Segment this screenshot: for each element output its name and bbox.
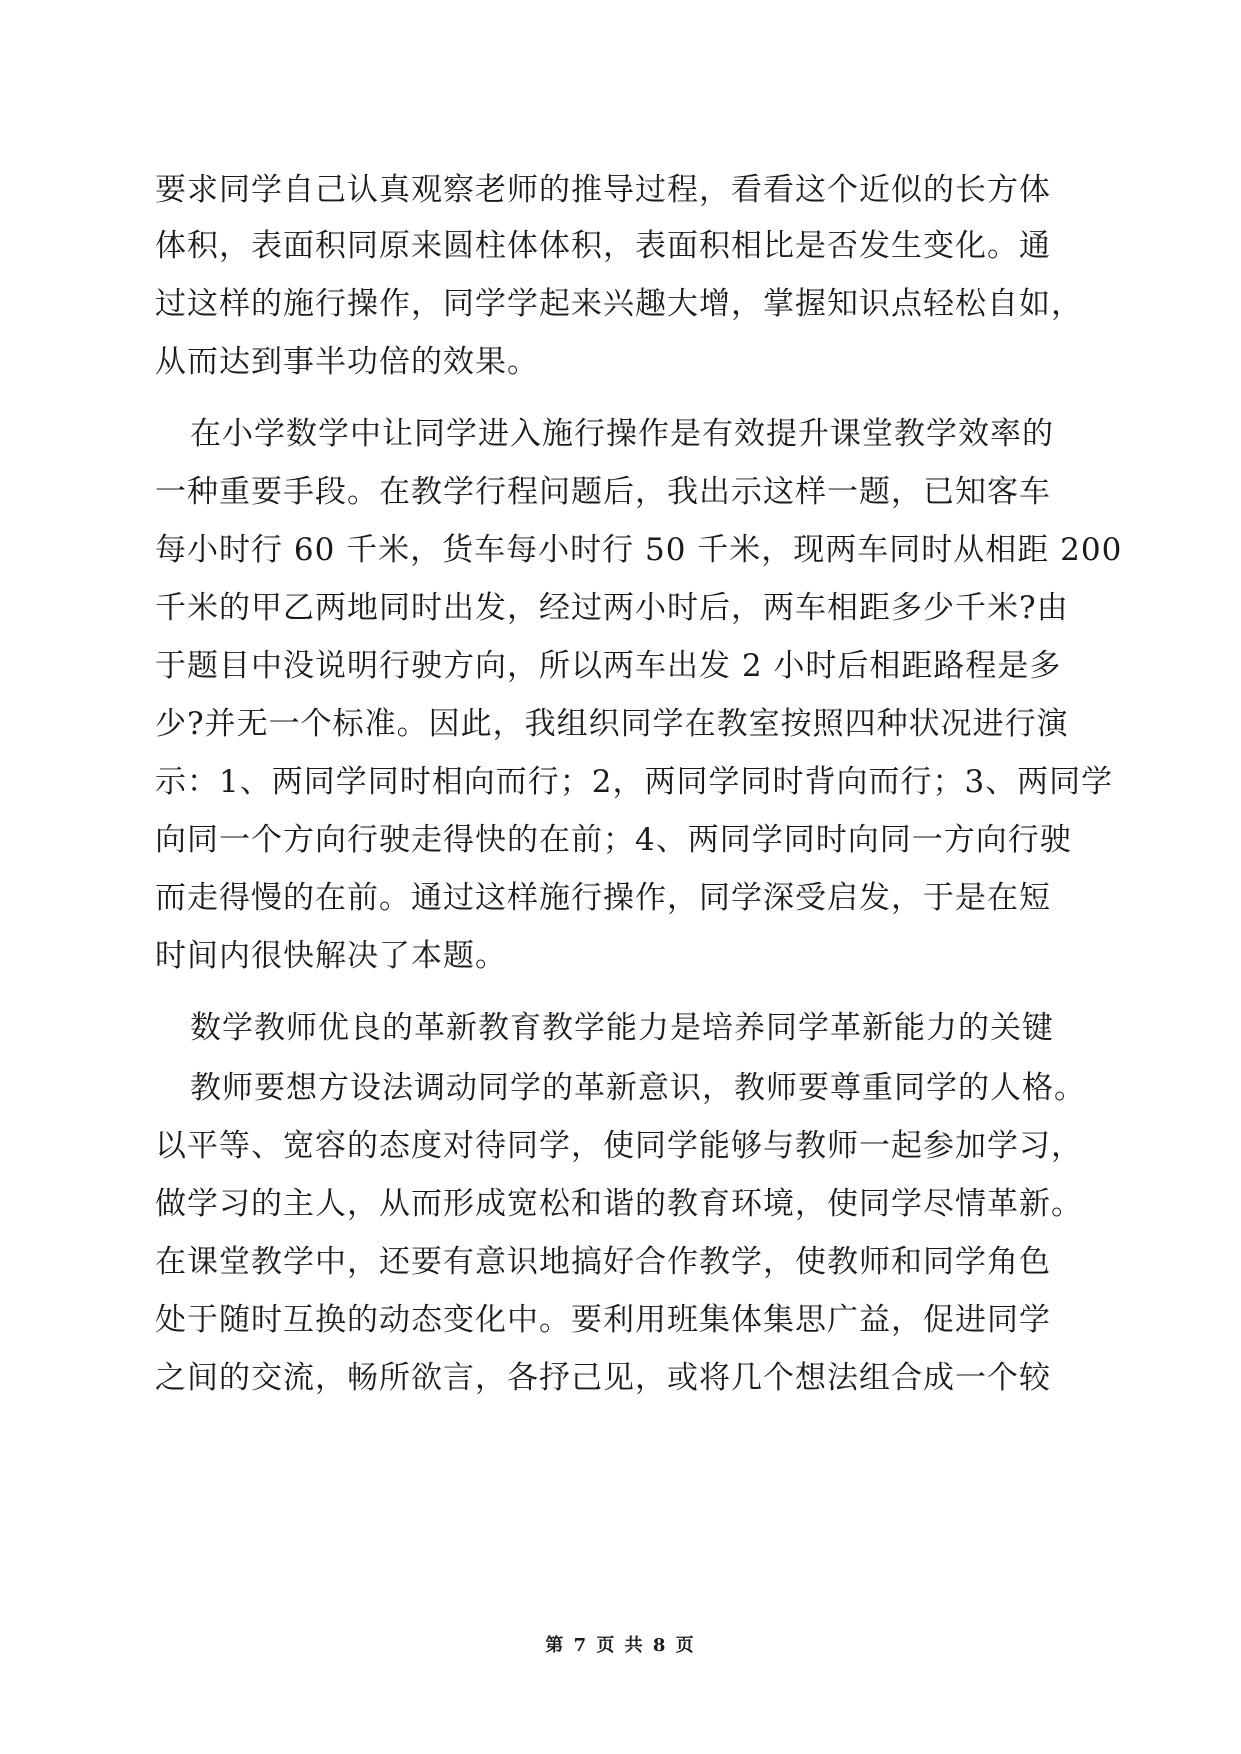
text-line-16: 教师要想方设法调动同学的革新意识，教师要尊重同学的人格。 [190, 1070, 1086, 1106]
text-line-21: 之间的交流，畅所欲言，各抒己见，或将几个想法组合成一个较 [155, 1360, 1051, 1396]
text-line-11: 示：1、两同学同时相向而行；2，两同学同时背向而行；3、两同学 [155, 764, 1114, 800]
text-line-1: 要求同学自己认真观察老师的推导过程，看看这个近似的长方体 [155, 172, 1051, 208]
text-line-3: 过这样的施行操作，同学学起来兴趣大增，掌握知识点轻松自如， [155, 286, 1083, 322]
text-line-2: 体积，表面积同原来圆柱体体积，表面积相比是否发生变化。通 [155, 228, 1051, 264]
text-line-17: 以平等、宽容的态度对待同学，使同学能够与教师一起参加学习， [155, 1128, 1083, 1164]
section-heading: 数学教师优良的革新教育教学能力是培养同学革新能力的关键 [190, 1010, 1054, 1046]
text-line-7: 每小时行 60 千米，货车每小时行 50 千米，现两车同时从相距 200 [155, 532, 1123, 568]
text-line-5: 在小学数学中让同学进入施行操作是有效提升课堂教学效率的 [190, 416, 1054, 452]
text-line-18: 做学习的主人，从而形成宽松和谐的教育环境，使同学尽情革新。 [155, 1186, 1083, 1222]
text-line-12: 向同一个方向行驶走得快的在前；4、两同学同时向同一方向行驶 [155, 822, 1072, 858]
text-line-13: 而走得慢的在前。通过这样施行操作，同学深受启发，于是在短 [155, 880, 1051, 916]
text-line-4: 从而达到事半功倍的效果。 [155, 344, 539, 380]
text-line-19: 在课堂教学中，还要有意识地搞好合作教学，使教师和同学角色 [155, 1244, 1051, 1280]
text-line-10: 少?并无一个标准。因此，我组织同学在教室按照四种状况进行演 [155, 706, 1069, 742]
text-line-6: 一种重要手段。在教学行程问题后，我出示这样一题，已知客车 [155, 474, 1051, 510]
text-line-14: 时间内很快解决了本题。 [155, 938, 507, 974]
page-number-footer: 第 7 页 共 8 页 [545, 1635, 696, 1656]
text-line-8: 千米的甲乙两地同时出发，经过两小时后，两车相距多少千米?由 [155, 590, 1069, 626]
text-line-9: 于题目中没说明行驶方向，所以两车出发 2 小时后相距路程是多 [155, 648, 1062, 684]
text-line-20: 处于随时互换的动态变化中。要利用班集体集思广益，促进同学 [155, 1302, 1051, 1338]
